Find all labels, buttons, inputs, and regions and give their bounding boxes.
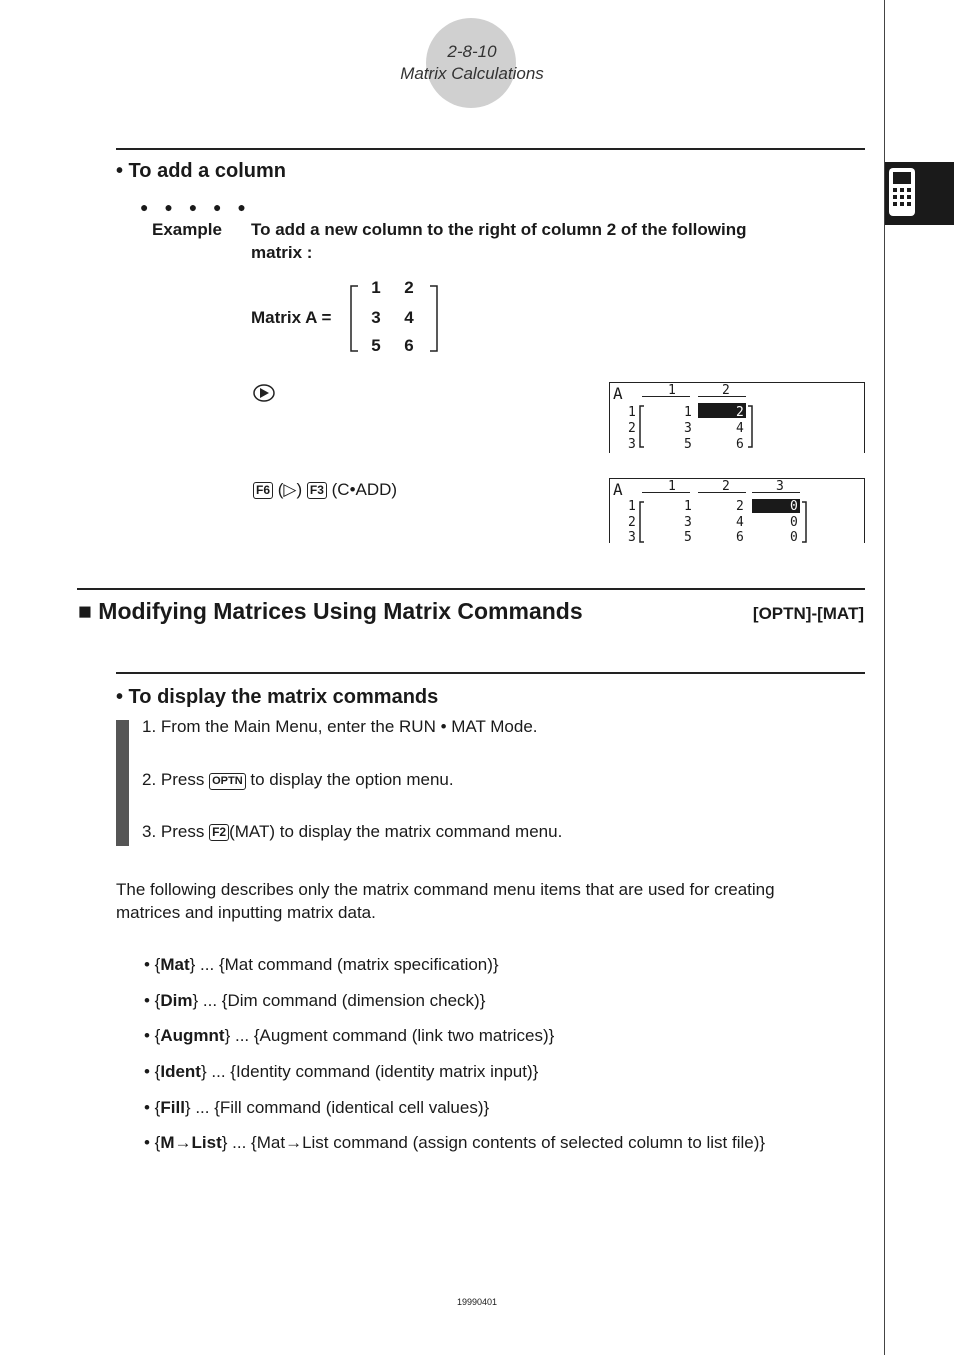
page-title: Matrix Calculations — [400, 64, 544, 83]
command-item: • {M→List} ... {Mat→List command (assign contents of selected column to list file)} — [144, 1133, 766, 1152]
screen-brackets — [638, 501, 810, 543]
screen-col-line — [642, 396, 690, 397]
command-name: Dim — [160, 991, 193, 1010]
screen-cell: 3 — [684, 421, 692, 436]
screen-cell: 6 — [736, 530, 744, 545]
step-3-pre: 3. Press — [142, 822, 205, 841]
screen-col-line — [642, 492, 690, 493]
calculator-tab — [885, 162, 954, 225]
section-marker: ■ — [78, 598, 92, 624]
screen-cell: 2 — [736, 405, 744, 420]
command-name: Mat — [160, 955, 190, 974]
screen-cell: 2 — [736, 499, 744, 514]
screen-col-header: 1 — [668, 383, 676, 398]
command-name: Ident — [160, 1062, 201, 1081]
optn-key: OPTN — [209, 773, 246, 790]
screen-row-label: 1 — [628, 499, 636, 514]
example-label: Example — [152, 220, 222, 239]
command-item: • {Augmnt} ... {Augment command (link two matrices)} — [144, 1026, 555, 1045]
command-desc: ... {Augment command (link two matrices)} — [230, 1026, 555, 1045]
f6-key: F6 — [253, 482, 273, 499]
screen-cell: 6 — [736, 437, 744, 452]
description-line-2: matrices and inputting matrix data. — [116, 903, 376, 922]
screen-cell: 0 — [790, 499, 798, 514]
matrix-cell: 5 — [371, 336, 381, 355]
screen-row-label: 1 — [628, 405, 636, 420]
screen-row-label: 3 — [628, 437, 636, 452]
command-desc: ... {Dim command (dimension check)} — [198, 991, 486, 1010]
step-2 — [142, 770, 454, 790]
step-2-pre: 2. Press — [142, 770, 205, 789]
screen-cell: 1 — [684, 499, 692, 514]
page-number: 2-8-10 — [447, 42, 497, 61]
command-desc: ... {Mat→List command (assign contents of selected column to list file)} — [227, 1133, 766, 1152]
cursor-right-key-icon — [253, 382, 277, 404]
example-text-2: matrix : — [251, 243, 313, 262]
top-rule — [116, 148, 865, 150]
screen-row-label: 2 — [628, 515, 636, 530]
command-item: • {Dim} ... {Dim command (dimension check)} — [144, 991, 486, 1010]
screen-cell: 0 — [790, 515, 798, 530]
calculator-icon — [885, 162, 954, 225]
screen-matrix-name: A — [613, 480, 623, 499]
command-name: Fill — [160, 1098, 185, 1117]
screen-col-header: 1 — [668, 479, 676, 494]
screen-col-header: 2 — [722, 479, 730, 494]
screen-matrix-name: A — [613, 384, 623, 403]
example-text-1: To add a new column to the right of column 2 of the following — [251, 220, 747, 239]
section-shortcut: [OPTN]-[MAT] — [752, 604, 864, 623]
command-desc: ... {Mat command (matrix specification)} — [195, 955, 499, 974]
step-3 — [142, 822, 562, 842]
command-item: • {Ident} ... {Identity command (identity matrix input)} — [144, 1062, 539, 1081]
description-line-1: The following describes only the matrix command menu items that are used for creating — [116, 880, 775, 899]
matrix-brackets — [346, 284, 442, 354]
step-3-post: (MAT) to display the matrix command menu. — [229, 822, 563, 841]
screen-cell: 3 — [684, 515, 692, 530]
matrix-cell: 1 — [371, 278, 381, 297]
step-2-post: to display the option menu. — [250, 770, 454, 789]
step-1: 1. From the Main Menu, enter the RUN • MAT Mode. — [142, 717, 538, 736]
example-dots: ● ● ● ● ● — [140, 199, 252, 215]
command-name: Augmnt — [160, 1026, 225, 1045]
screen-cell: 4 — [736, 421, 744, 436]
f2-key: F2 — [209, 824, 229, 841]
matrix-label: Matrix A = — [251, 308, 332, 327]
screen-cell: 5 — [684, 530, 692, 545]
command-desc: ... {Identity command (identity matrix input)} — [206, 1062, 539, 1081]
step2-text: (C•ADD) — [331, 480, 398, 499]
display-commands-heading: • To display the matrix commands — [116, 686, 439, 708]
header-circle — [426, 18, 516, 108]
screen-col-header: 3 — [776, 479, 784, 494]
screen-cell: 5 — [684, 437, 692, 452]
matrix-cell: 6 — [404, 336, 414, 355]
step2-keys — [253, 480, 397, 500]
steps-bar — [116, 720, 129, 846]
screen-cell: 1 — [684, 405, 692, 420]
calculator-screen-2 — [609, 478, 865, 543]
matrix-cell: 3 — [371, 308, 381, 327]
section-title: Modifying Matrices Using Matrix Commands — [98, 598, 583, 624]
add-column-heading: • To add a column — [116, 160, 286, 182]
matrix-cell: 2 — [404, 278, 414, 297]
screen-cell: 4 — [736, 515, 744, 530]
footer-code: 19990401 — [456, 1297, 498, 1307]
subsection-rule — [116, 672, 865, 674]
calculator-screen-1 — [609, 382, 865, 453]
section-rule — [77, 588, 865, 590]
screen-cell: 0 — [790, 530, 798, 545]
screen-row-label: 2 — [628, 421, 636, 436]
command-item: • {Fill} ... {Fill command (identical cell values)} — [144, 1098, 490, 1117]
command-desc: ... {Fill command (identical cell values)} — [190, 1098, 490, 1117]
f3-key: F3 — [307, 482, 327, 499]
section-heading — [78, 598, 583, 625]
command-name: M→List — [160, 1133, 222, 1152]
matrix-cell: 4 — [404, 308, 414, 327]
screen-row-label: 3 — [628, 530, 636, 545]
command-item: • {Mat} ... {Mat command (matrix specification)} — [144, 955, 499, 974]
screen-col-header: 2 — [722, 383, 730, 398]
step2-mid: (▷) — [277, 480, 303, 499]
